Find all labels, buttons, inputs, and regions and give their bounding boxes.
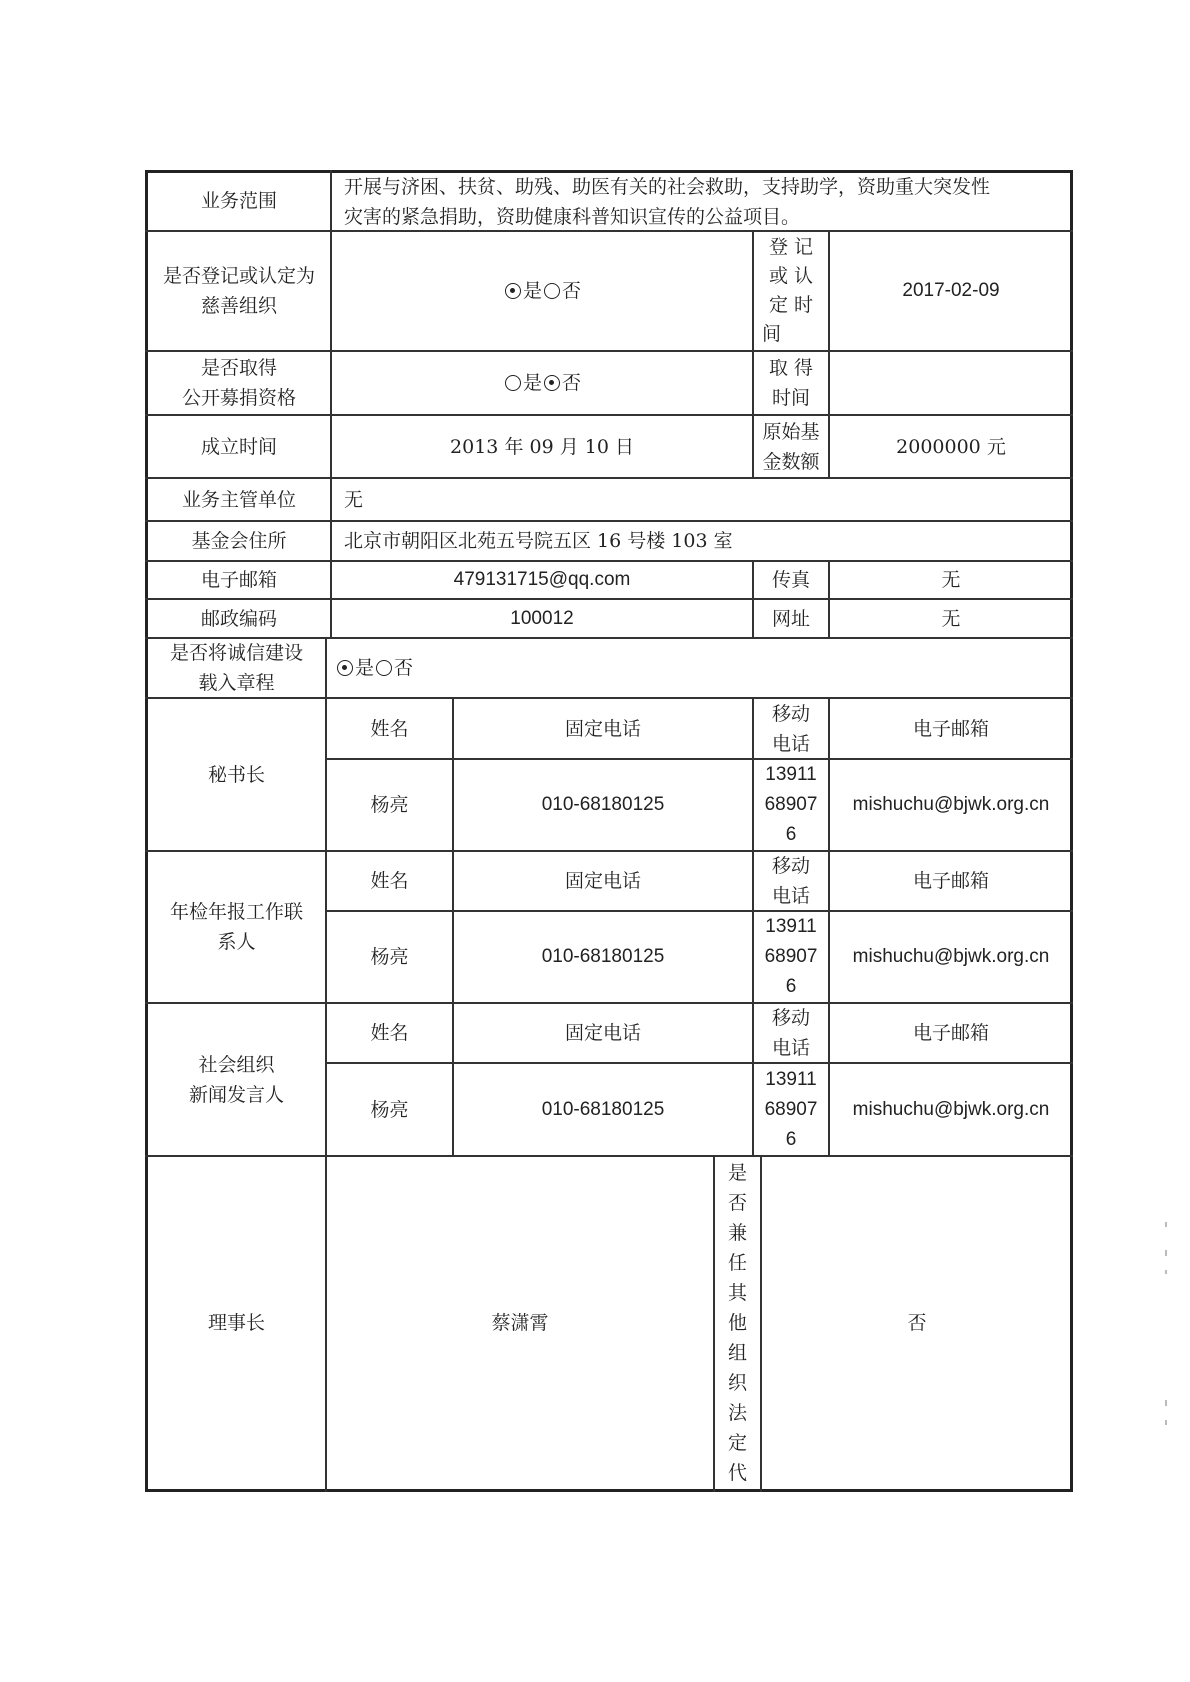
- chairman-name: 蔡潇霄: [491, 1312, 549, 1334]
- charity-choice[interactable]: [332, 232, 752, 350]
- fund-label-line2: 金数额: [762, 450, 820, 473]
- charity-yes-label: 是: [522, 280, 542, 302]
- contact-mobile-header: [754, 699, 828, 758]
- fundraising-time-label: [754, 352, 828, 414]
- contact-mobile-line: 68907: [764, 1098, 818, 1120]
- fundraising-label-line2: 公开募捐资格: [181, 387, 296, 409]
- contact-role-line: 秘书长: [207, 763, 265, 786]
- contact-mobile-header-line1: 移动: [771, 855, 810, 877]
- chairman-answer: 否: [907, 1312, 927, 1334]
- contact-mobile-line: 13911: [765, 916, 817, 937]
- fund-label-line1: 原始基: [762, 420, 820, 443]
- scope-value-line1: 开展与济困、扶贫、助残、助医有关的社会救助，支持助学，资助重大突发性: [344, 176, 991, 198]
- address-value: 北京市朝阳区北苑五号院五区 16 号楼 103 室: [344, 530, 733, 552]
- scan-speck: [1165, 1400, 1167, 1406]
- chairman-question-char: 定: [727, 1432, 747, 1454]
- integrity-yes-label: 是: [355, 657, 375, 679]
- contact-name: 杨亮: [370, 1098, 409, 1121]
- supervisor-label: 业务主管单位: [181, 488, 296, 511]
- address-label: 基金会住所: [191, 530, 287, 552]
- chairman-question-char: 他: [727, 1312, 747, 1334]
- email-label: 电子邮箱: [200, 569, 277, 591]
- scope-value-line2: 灾害的紧急捐助，资助健康科普知识宣传的公益项目。: [344, 206, 801, 228]
- contact-name-header: 姓名: [370, 1022, 409, 1044]
- integrity-label: [148, 639, 325, 697]
- fundraising-choice[interactable]: [332, 352, 752, 414]
- charity-time-label: [754, 232, 828, 350]
- postcode-label: 邮政编码: [200, 607, 277, 630]
- fundraising-label: [148, 352, 330, 414]
- integrity-choice[interactable]: [327, 639, 1072, 697]
- chairman-question-char: 组: [727, 1342, 747, 1364]
- integrity-no-radio-icon[interactable]: [376, 660, 392, 676]
- charity-time-label-part: 或 认: [768, 265, 814, 287]
- charity-no-radio-icon[interactable]: [544, 283, 560, 299]
- contact-mobile: [754, 912, 828, 1002]
- integrity-yes-radio-icon[interactable]: [337, 660, 353, 676]
- charity-label: [148, 232, 330, 350]
- contact-name: 杨亮: [370, 946, 409, 968]
- fundraising-time-label-line1: 取 得: [768, 357, 814, 379]
- fundraising-time-label-line2: 时间: [771, 387, 810, 409]
- contact-email-header: 电子邮箱: [912, 870, 989, 892]
- contact-email-header: 电子邮箱: [912, 1022, 989, 1044]
- contact-phone: 010-68180125: [541, 946, 665, 967]
- contact-phone-header: 固定电话: [564, 870, 641, 892]
- integrity-label-line1: 是否将诚信建设: [169, 642, 303, 664]
- contact-mobile-line: 68907: [764, 794, 818, 815]
- fund-label: [754, 416, 828, 477]
- charity-time-label-part: 登 记: [768, 236, 814, 258]
- contact-phone: 010-68180125: [541, 794, 665, 815]
- contact-name-header: 姓名: [370, 717, 409, 740]
- chairman-question-char: 织: [727, 1372, 747, 1394]
- contact-email-header: 电子邮箱: [912, 717, 989, 740]
- chairman-label: 理事长: [207, 1312, 265, 1334]
- chairman-question-char: 法: [727, 1402, 747, 1424]
- contact-phone-header: 固定电话: [564, 1022, 641, 1044]
- scope-label: 业务范围: [200, 190, 277, 212]
- contact-mobile-line: 68907: [764, 946, 818, 967]
- postcode-value: 100012: [510, 607, 574, 629]
- contact-phone: 010-68180125: [541, 1098, 665, 1120]
- contact-mobile: [754, 1064, 828, 1155]
- fundraising-no-radio-icon[interactable]: [544, 375, 560, 391]
- contact-mobile: [754, 760, 828, 850]
- contact-role-line: 新闻发言人: [188, 1083, 284, 1106]
- chairman-question-char: 是: [727, 1162, 747, 1184]
- contact-mobile-line: 13911: [765, 764, 817, 785]
- fundraising-yes-radio-icon[interactable]: [505, 375, 521, 391]
- fax-label: 传真: [771, 569, 810, 591]
- contact-mobile-header-line1: 移动: [771, 702, 810, 725]
- contact-role-line: 社会组织: [198, 1053, 275, 1076]
- contact-name-header: 姓名: [370, 870, 409, 892]
- scan-speck: [1165, 1222, 1167, 1227]
- contact-mobile-header-line2: 电话: [771, 1037, 810, 1059]
- charity-no-label: 否: [562, 280, 582, 302]
- chairman-question-char: 否: [727, 1192, 747, 1214]
- charity-label-line1: 是否登记或认定为: [162, 265, 315, 287]
- fax-value: 无: [941, 569, 961, 591]
- contact-name: 杨亮: [370, 794, 409, 816]
- scan-speck: [1165, 1420, 1167, 1425]
- fundraising-time-value: [830, 352, 1072, 414]
- charity-time-label-part: 定 时: [768, 294, 814, 316]
- fundraising-no-label: 否: [562, 372, 582, 394]
- contact-mobile-line: 13911: [765, 1068, 817, 1090]
- contact-mobile-line: 6: [785, 824, 797, 845]
- contact-mobile-line: 6: [785, 1128, 797, 1150]
- integrity-no-label: 否: [394, 657, 414, 679]
- contact-mobile-header: [754, 1004, 828, 1062]
- contact-phone-header: 固定电话: [564, 717, 641, 740]
- founded-label: 成立时间: [200, 435, 277, 458]
- contact-role: [148, 852, 325, 1002]
- scan-speck: [1165, 1270, 1167, 1274]
- scan-speck: [1165, 1250, 1167, 1256]
- contact-role-line: 系人: [217, 931, 256, 953]
- fundraising-yes-label: 是: [522, 372, 542, 394]
- chairman-question-char: 兼: [727, 1222, 747, 1244]
- email-value: 479131715@qq.com: [453, 569, 631, 590]
- fundraising-label-line1: 是否取得: [200, 357, 277, 379]
- chairman-question: [715, 1157, 760, 1489]
- contact-mobile-header-line2: 电话: [771, 732, 810, 755]
- scope-value: [332, 172, 1072, 230]
- charity-yes-radio-icon[interactable]: [505, 283, 521, 299]
- charity-time-label-part: 间: [762, 323, 782, 345]
- contact-email: mishuchu@bjwk.org.cn: [852, 946, 1050, 967]
- contact-mobile-header-line1: 移动: [771, 1007, 810, 1029]
- integrity-label-line2: 载入章程: [198, 672, 275, 694]
- founded-value: 2013 年 09 月 10 日: [450, 435, 634, 458]
- charity-label-line2: 慈善组织: [200, 295, 277, 317]
- chairman-question-char: 其: [727, 1282, 747, 1304]
- contact-mobile-header-line2: 电话: [771, 885, 810, 907]
- website-label: 网址: [771, 607, 810, 630]
- contact-mobile-line: 6: [785, 976, 797, 997]
- chairman-question-char: 代: [727, 1462, 747, 1484]
- contact-role: [148, 699, 325, 850]
- charity-time-value: 2017-02-09: [902, 280, 1000, 301]
- chairman-question-char: 任: [727, 1252, 747, 1274]
- contact-email: mishuchu@bjwk.org.cn: [852, 794, 1050, 815]
- contact-role: [148, 1004, 325, 1155]
- website-value: 无: [941, 607, 961, 630]
- supervisor-value: 无: [344, 488, 364, 511]
- contact-email: mishuchu@bjwk.org.cn: [852, 1098, 1050, 1120]
- fund-value: 2000000 元: [896, 435, 1006, 458]
- contact-mobile-header: [754, 852, 828, 910]
- contact-role-line: 年检年报工作联: [169, 901, 303, 923]
